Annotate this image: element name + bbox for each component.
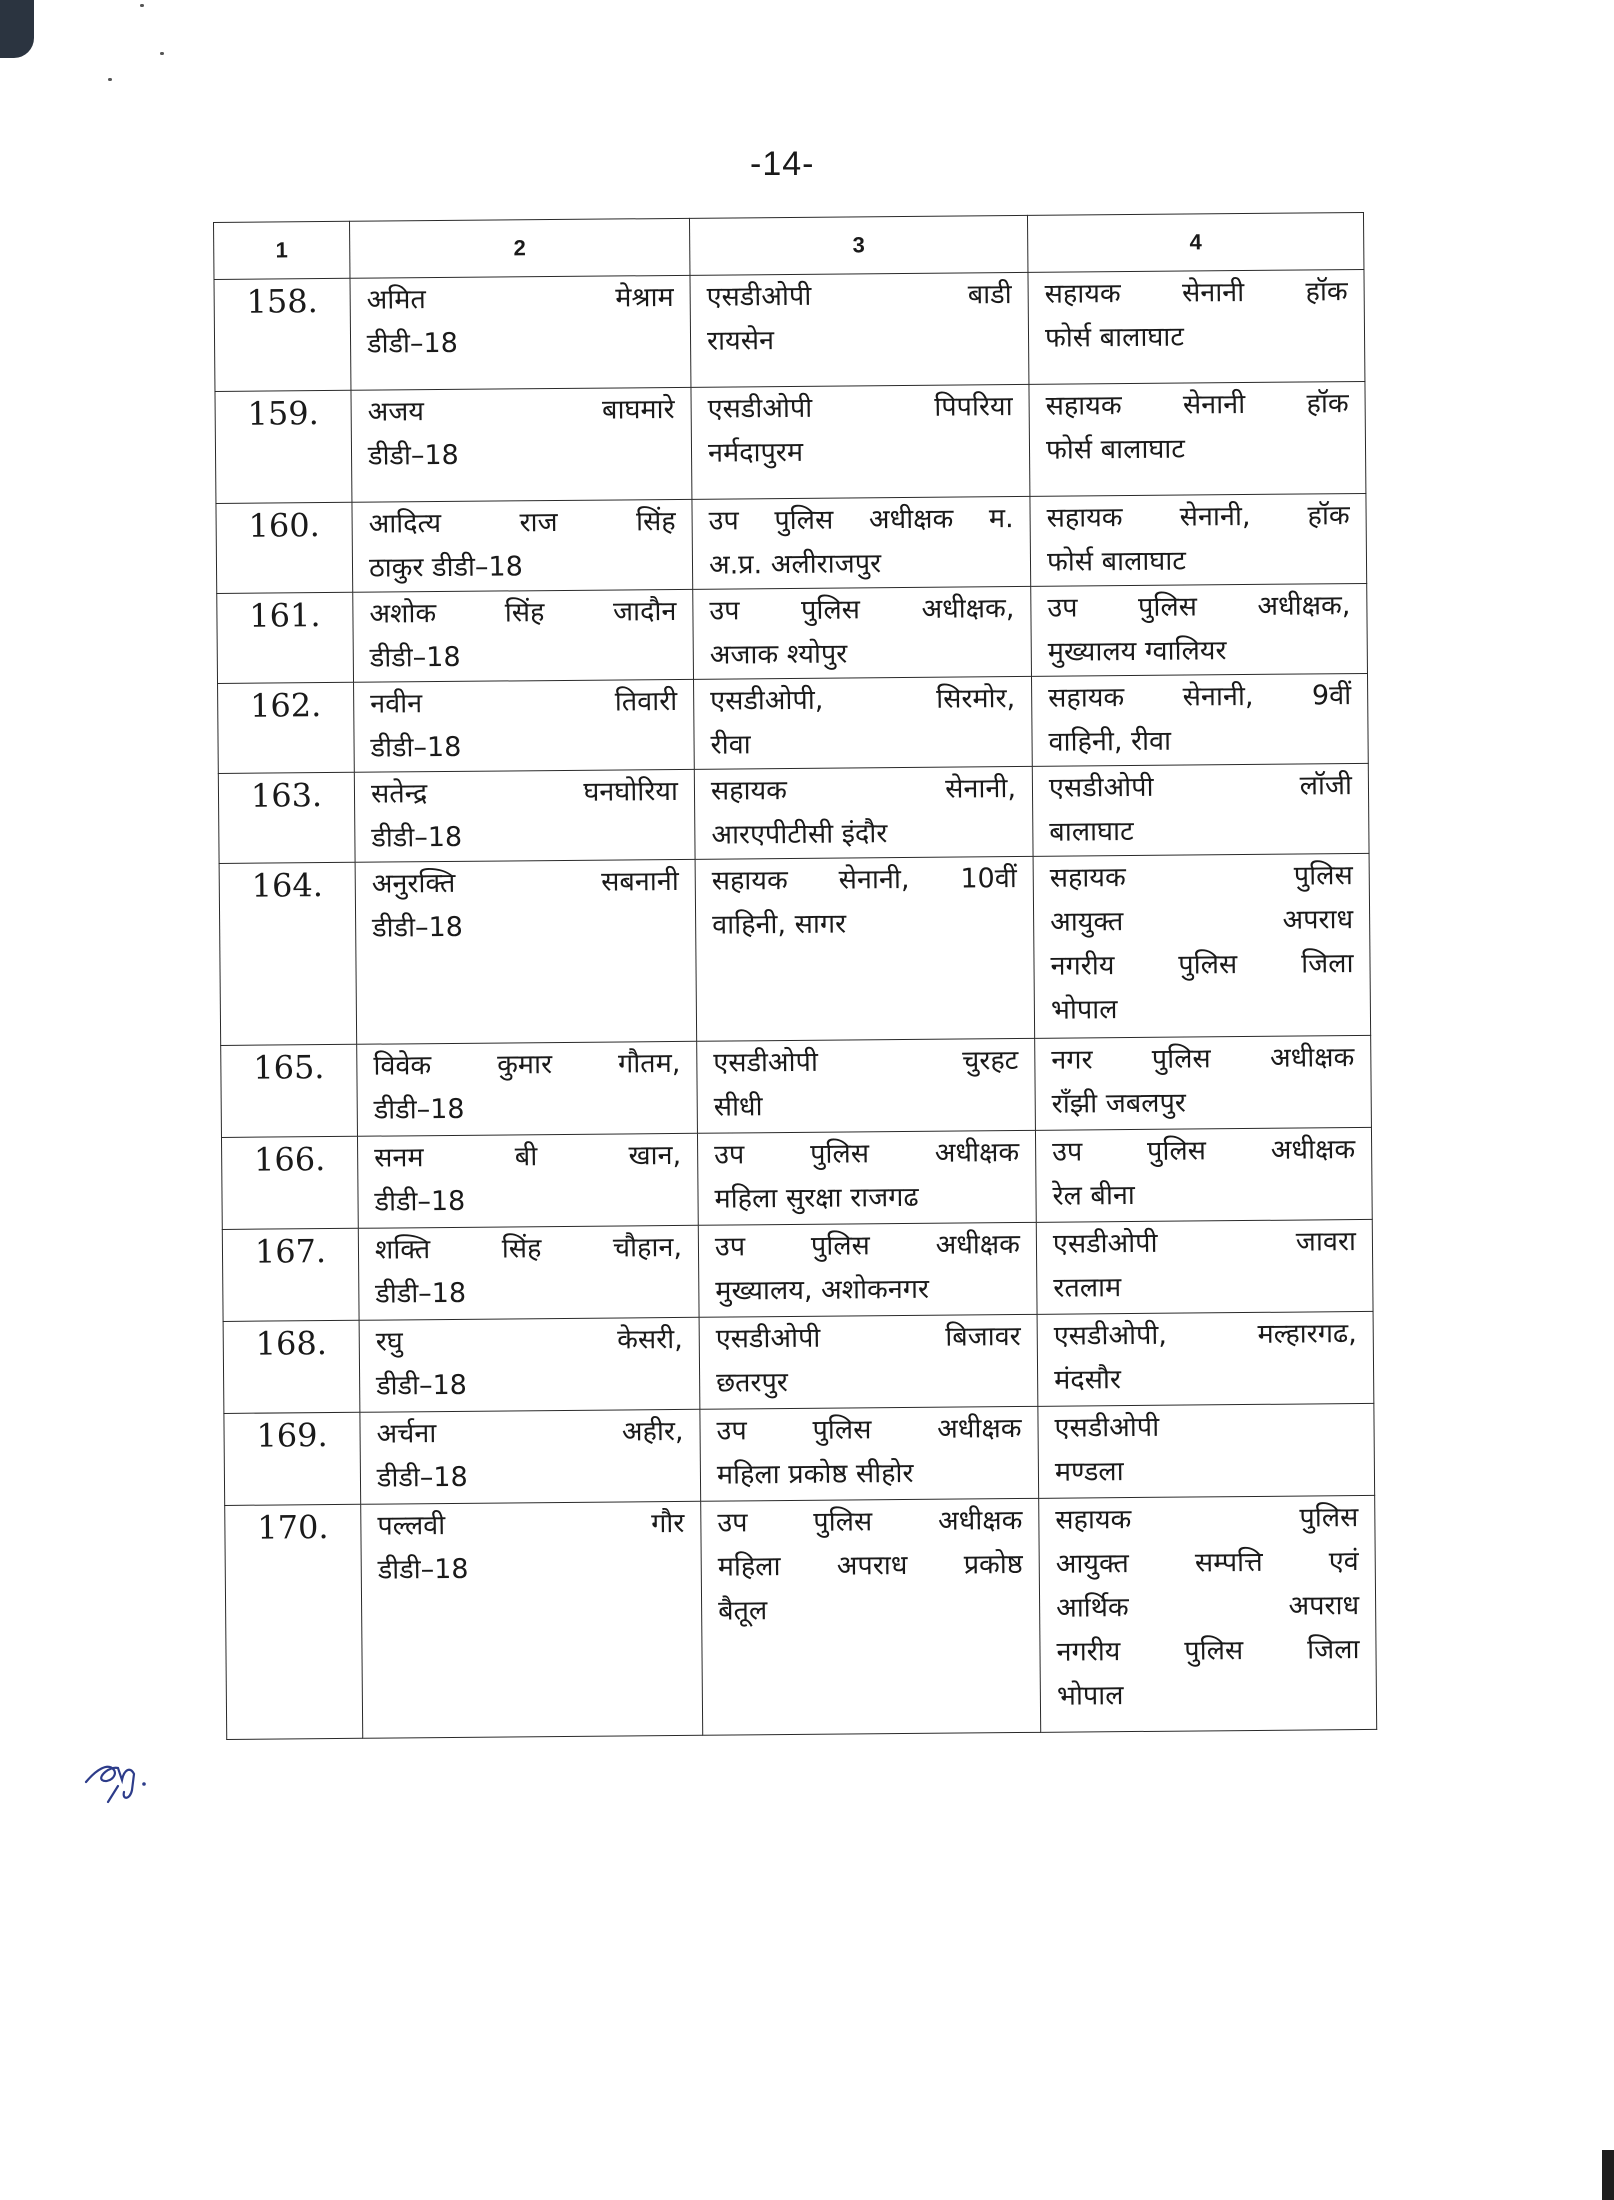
officer-name-line: डीडी–18	[372, 911, 464, 944]
current-posting-line: रायसेन	[706, 325, 775, 357]
officer-name-cell	[357, 1133, 698, 1228]
serial-number-cell	[221, 1136, 358, 1229]
officer-name-line: अशोक सिंह जादौन	[369, 595, 677, 630]
current-posting-line: उप पुलिस अधीक्षक	[717, 1504, 1023, 1539]
new-posting-cell	[1037, 1311, 1374, 1406]
table-row	[218, 673, 1369, 773]
officer-name-line: अजय बाघमारे	[367, 393, 675, 428]
officer-name-cell	[358, 1225, 699, 1320]
new-posting-cell	[1028, 269, 1365, 384]
officer-name-line: शक्ति सिंह चौहान,	[374, 1231, 683, 1266]
table-row	[218, 763, 1369, 863]
transfer-table	[213, 212, 1377, 1740]
serial-number-cell	[224, 1412, 361, 1505]
new-posting-cell	[1032, 763, 1369, 856]
officer-name-cell	[360, 1409, 701, 1504]
serial-number-cell	[218, 682, 355, 773]
new-posting-line: आर्थिक अपराध	[1055, 1590, 1360, 1624]
table-row	[223, 1311, 1374, 1413]
new-posting-cell	[1031, 673, 1368, 766]
new-posting-line: एसडीओपी जावरा	[1052, 1226, 1357, 1260]
officer-name-line: डीडी–18	[376, 1369, 468, 1402]
officer-name-line: सतेन्द्र घनघोरिया	[370, 775, 679, 810]
new-posting-line: रतलाम	[1053, 1272, 1122, 1304]
current-posting-cell	[699, 1314, 1038, 1409]
serial-number: 170.	[257, 1508, 329, 1547]
new-posting-line: एसडीओपी लॉजी	[1048, 770, 1353, 804]
new-posting-cell	[1038, 1403, 1375, 1498]
officer-name-line: रघु केसरी,	[375, 1323, 683, 1358]
new-posting-line: भोपाल	[1050, 994, 1118, 1026]
current-posting-cell	[690, 272, 1029, 387]
scan-artifact	[0, 0, 34, 58]
serial-number-cell	[221, 1044, 358, 1137]
officer-name-line: डीडी–18	[370, 731, 462, 764]
officer-name-cell	[352, 499, 693, 592]
serial-number: 160.	[248, 506, 320, 545]
officer-name-line: डीडी–18	[377, 1553, 469, 1586]
officer-name-cell	[357, 1041, 698, 1136]
new-posting-line: सहायक पुलिस	[1049, 860, 1353, 894]
serial-number: 161.	[249, 596, 321, 635]
new-posting-cell	[1036, 1219, 1373, 1314]
current-posting-line: छतरपुर	[716, 1367, 789, 1399]
signature-mark	[78, 1740, 158, 1810]
current-posting-cell	[697, 1038, 1036, 1133]
officer-name-line: डीडी–18	[374, 1185, 466, 1218]
column-header: 3	[689, 215, 1027, 275]
serial-number: 167.	[254, 1232, 327, 1271]
current-posting-cell	[700, 1406, 1039, 1501]
table-header-row	[214, 212, 1364, 279]
officer-name-line: आदित्य राज सिंह	[368, 505, 676, 540]
new-posting-cell	[1030, 493, 1367, 586]
new-posting-line: रेल बीना	[1052, 1179, 1135, 1212]
scan-artifact	[1602, 2150, 1614, 2200]
current-posting-line: एसडीओपी बिजावर	[715, 1320, 1021, 1355]
current-posting-line: रीवा	[710, 729, 751, 761]
scan-speck	[140, 4, 144, 7]
serial-number: 158.	[246, 282, 318, 321]
new-posting-line: मुख्यालय ग्वालियर	[1047, 635, 1227, 668]
serial-number: 165.	[253, 1048, 325, 1087]
current-posting-cell	[694, 676, 1033, 769]
column-header: 4	[1027, 212, 1363, 272]
new-posting-line: नगरीय पुलिस जिला	[1056, 1634, 1360, 1668]
current-posting-line: वाहिनी, सागर	[712, 908, 847, 941]
table-row	[221, 1127, 1372, 1229]
new-posting-line: सहायक सेनानी हॉक	[1044, 276, 1348, 310]
new-posting-line: सहायक पुलिस	[1055, 1502, 1359, 1536]
new-posting-cell	[1039, 1495, 1377, 1732]
current-posting-line: सीधी	[713, 1091, 763, 1123]
current-posting-line: अजाक श्योपुर	[709, 638, 848, 671]
officer-name-line: ठाकुर डीडी–18	[368, 551, 523, 584]
officer-name-line: अर्चना अहीर,	[376, 1415, 684, 1450]
new-posting-cell	[1031, 583, 1368, 676]
officer-name-line: अमित मेश्राम	[366, 281, 674, 316]
current-posting-line: उप पुलिस अधीक्षक	[714, 1228, 1021, 1263]
officer-name-cell	[359, 1317, 700, 1412]
new-posting-line: उप पुलिस अधीक्षक,	[1047, 590, 1351, 624]
officer-name-cell	[354, 769, 695, 862]
current-posting-line: एसडीओपी चुरहट	[713, 1045, 1019, 1079]
new-posting-line: एसडीओपी	[1054, 1411, 1160, 1444]
current-posting-cell	[694, 766, 1033, 859]
current-posting-cell	[701, 1498, 1041, 1735]
new-posting-line: फोर्स बालाघाट	[1045, 433, 1186, 466]
scan-speck	[108, 78, 112, 81]
serial-number: 163.	[250, 776, 323, 815]
column-header: 2	[349, 218, 689, 278]
current-posting-line: एसडीओपी पिपरिया	[707, 391, 1013, 425]
officer-name-line: विवेक कुमार गौतम,	[373, 1047, 681, 1082]
officer-name-line: नवीन तिवारी	[370, 685, 678, 720]
current-posting-cell	[695, 856, 1035, 1041]
serial-number-cell	[217, 592, 354, 683]
current-posting-line: महिला सुरक्षा राजगढ	[714, 1181, 919, 1215]
serial-number: 169.	[256, 1416, 328, 1455]
current-posting-line: एसडीओपी बाडी	[706, 279, 1012, 313]
current-posting-line: सहायक सेनानी,	[710, 773, 1017, 807]
new-posting-cell	[1035, 1127, 1372, 1222]
serial-number: 166.	[253, 1140, 326, 1179]
new-posting-line: मण्डला	[1054, 1456, 1124, 1488]
officer-name-cell	[351, 387, 692, 502]
officer-name-cell	[361, 1501, 703, 1738]
serial-number-cell	[223, 1320, 360, 1413]
new-posting-line: सहायक सेनानी, हॉक	[1046, 500, 1350, 534]
officer-name-line: डीडी–18	[371, 821, 463, 854]
current-posting-line: बैतूल	[718, 1595, 768, 1627]
serial-number-cell	[215, 390, 352, 503]
officer-name-cell	[353, 589, 694, 682]
table-row	[214, 269, 1365, 391]
officer-name-cell	[355, 859, 697, 1044]
officer-name-line: डीडी–18	[375, 1277, 467, 1310]
new-posting-line: फोर्स बालाघाट	[1044, 321, 1185, 354]
new-posting-line: बालाघाट	[1049, 815, 1134, 848]
current-posting-line: मुख्यालय, अशोकनगर	[715, 1273, 930, 1307]
current-posting-line: उप पुलिस अधीक्षक,	[709, 593, 1015, 627]
table-row	[222, 1219, 1373, 1321]
current-posting-line: नर्मदापुरम	[707, 436, 804, 469]
officer-name-line: डीडी–18	[366, 327, 458, 360]
current-posting-cell	[697, 1130, 1036, 1225]
serial-number-cell	[218, 772, 355, 863]
current-posting-line: उप पुलिस अधीक्षक म.	[708, 503, 1014, 537]
new-posting-line: आयुक्त सम्पत्ति एवं	[1055, 1546, 1359, 1580]
serial-number-cell	[222, 1228, 359, 1321]
current-posting-line: आरएपीटीसी इंदौर	[711, 818, 888, 851]
page-number: -14-	[750, 145, 815, 183]
officer-name-line: पल्लवी गौर	[377, 1507, 685, 1542]
scan-speck	[160, 52, 164, 55]
serial-number: 162.	[249, 686, 322, 725]
serial-number: 159.	[247, 394, 319, 433]
table-row	[215, 381, 1366, 503]
officer-name-line: डीडी–18	[373, 1093, 465, 1126]
current-posting-cell	[693, 586, 1032, 679]
table-row	[224, 1403, 1375, 1505]
current-posting-line: सहायक सेनानी, 10वीं	[711, 863, 1017, 897]
table-body	[214, 269, 1377, 1739]
current-posting-line: महिला अपराध प्रकोष्ठ	[717, 1548, 1023, 1583]
officer-name-line: सनम बी खान,	[374, 1139, 682, 1174]
current-posting-cell	[698, 1222, 1037, 1317]
new-posting-line: उप पुलिस अधीक्षक	[1052, 1134, 1356, 1168]
officer-name-line: डीडी–18	[376, 1461, 468, 1494]
current-posting-line: एसडीओपी, सिरमोर,	[710, 683, 1016, 717]
serial-number-cell	[225, 1504, 363, 1739]
new-posting-line: भोपाल	[1056, 1680, 1124, 1712]
serial-number-cell	[216, 502, 353, 593]
officer-name-line: अनुरक्ति सबनानी	[371, 865, 679, 900]
officer-name-line: डीडी–18	[369, 641, 461, 674]
table-row	[219, 853, 1371, 1045]
new-posting-line: मंदसौर	[1054, 1364, 1122, 1396]
table-row	[221, 1035, 1372, 1137]
officer-name-cell	[354, 679, 695, 772]
officer-name-line: डीडी–18	[367, 439, 459, 472]
new-posting-cell	[1033, 853, 1371, 1038]
officer-name-cell	[350, 275, 691, 390]
serial-number-cell	[214, 278, 351, 391]
new-posting-line: नगरीय पुलिस जिला	[1050, 948, 1354, 982]
new-posting-line: सहायक सेनानी, 9वीं	[1048, 680, 1352, 714]
new-posting-cell	[1029, 381, 1366, 496]
new-posting-line: नगर पुलिस अधीक्षक	[1051, 1042, 1355, 1076]
new-posting-line: एसडीओपी, मल्हारगढ,	[1053, 1318, 1357, 1352]
new-posting-line: आयुक्त अपराध	[1050, 904, 1354, 938]
current-posting-cell	[692, 496, 1031, 589]
new-posting-line: वाहिनी, रीवा	[1048, 725, 1172, 758]
current-posting-line: अ.प्र. अलीराजपुर	[708, 548, 882, 581]
current-posting-cell	[691, 384, 1030, 499]
table-row	[217, 583, 1368, 683]
new-posting-line: राँझी जबलपुर	[1051, 1087, 1187, 1120]
new-posting-line: फोर्स बालाघाट	[1046, 545, 1187, 578]
new-posting-cell	[1035, 1035, 1372, 1130]
table-row	[216, 493, 1367, 593]
new-posting-line: सहायक सेनानी हॉक	[1045, 388, 1349, 422]
current-posting-line: उप पुलिस अधीक्षक	[716, 1412, 1022, 1447]
current-posting-line: उप पुलिस अधीक्षक	[714, 1137, 1020, 1171]
table-row	[225, 1495, 1377, 1739]
serial-number: 164.	[251, 866, 324, 905]
column-header: 1	[214, 221, 350, 279]
current-posting-line: महिला प्रकोष्ठ सीहोर	[716, 1457, 914, 1491]
serial-number: 168.	[255, 1324, 328, 1363]
serial-number-cell	[219, 862, 357, 1045]
